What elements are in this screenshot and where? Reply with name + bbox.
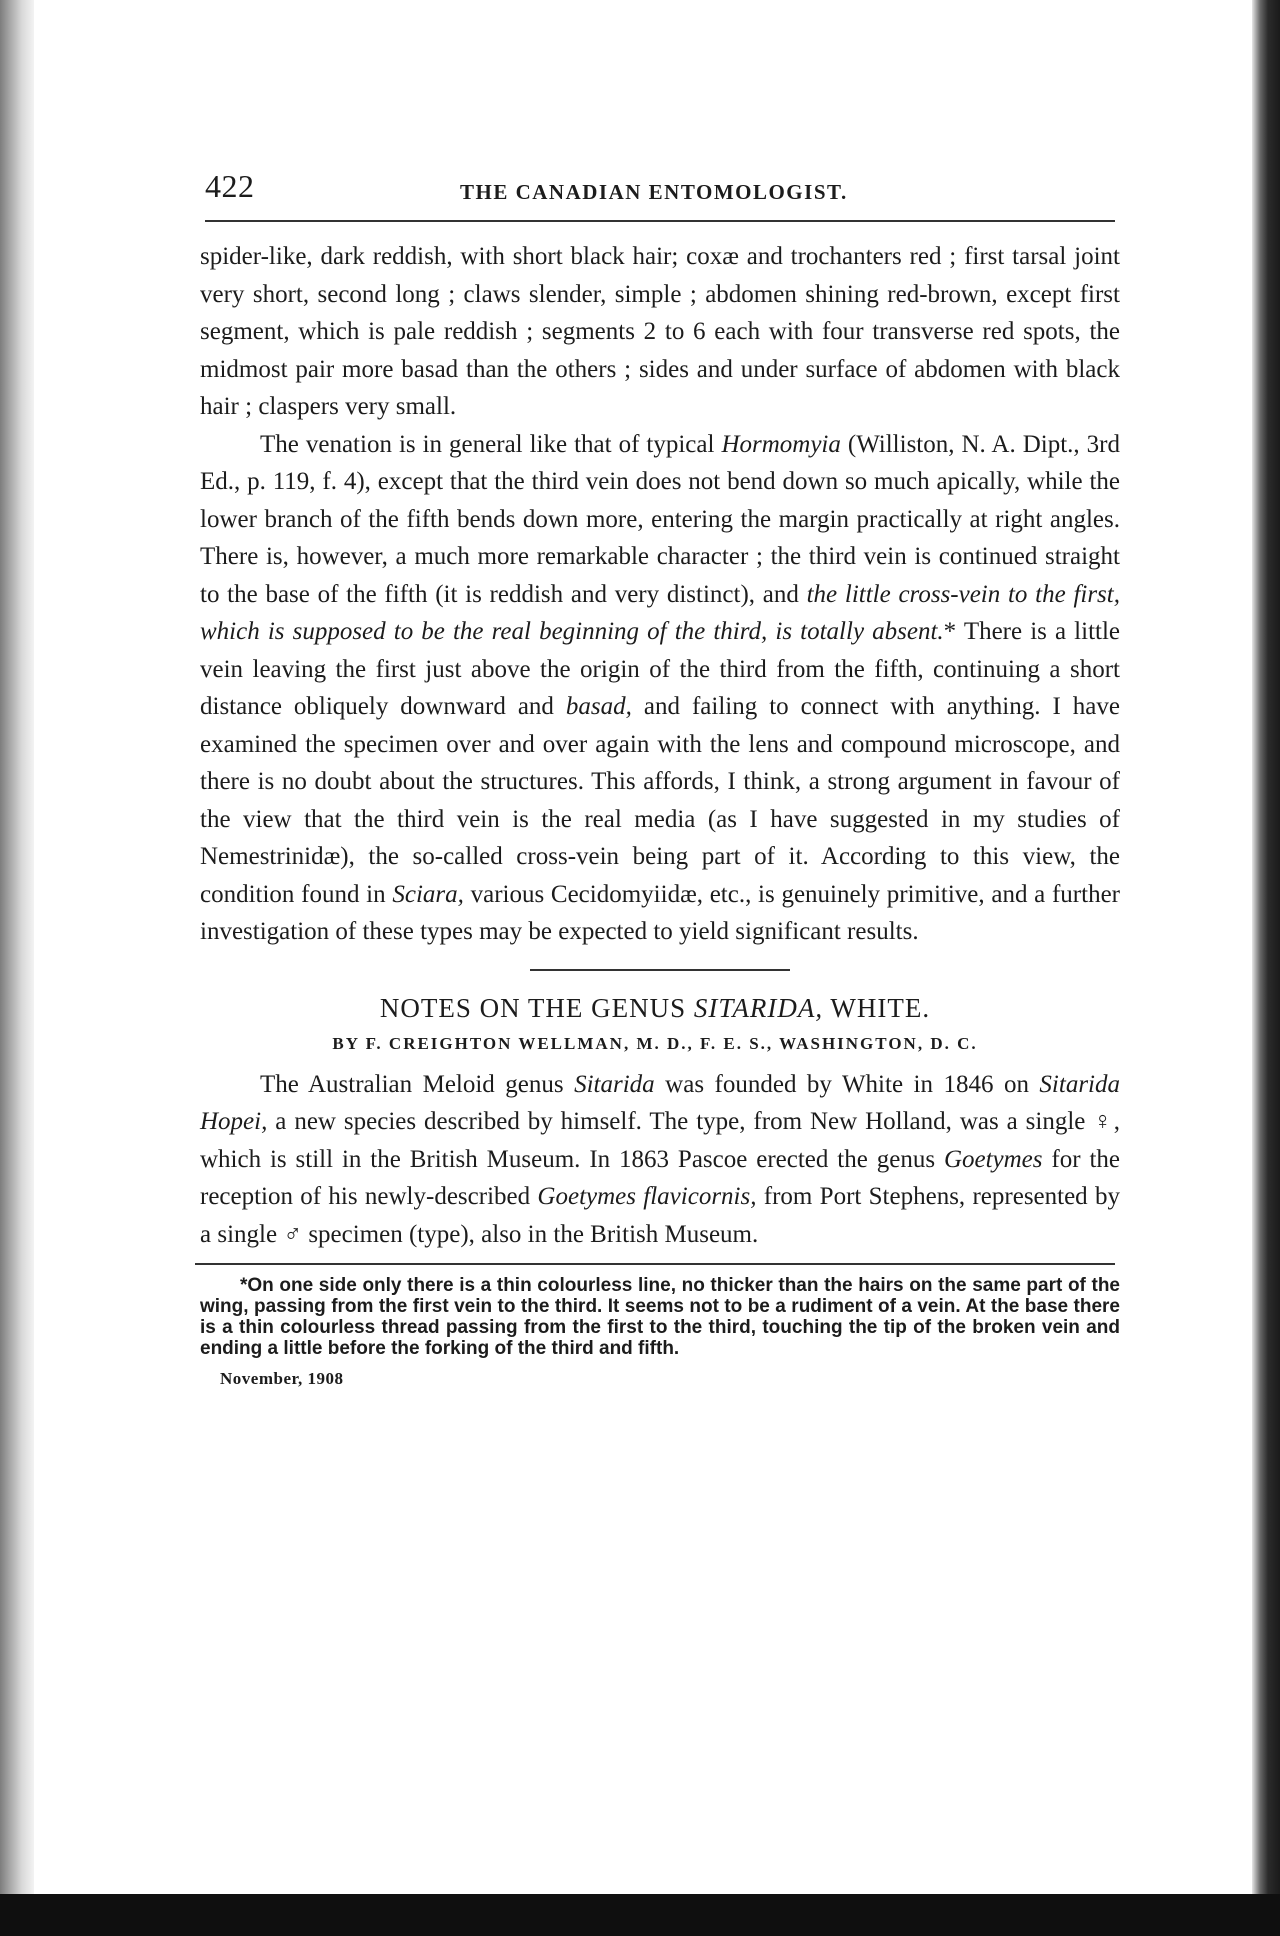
article-text-5: from Port Stephens, represented by a single ♂ specimen (type), also in the British Museum.: [200, 1183, 1120, 1248]
venation-paragraph: [200, 426, 1120, 951]
body-text: [190, 238, 1120, 951]
genus-sitarida: Sitarida: [574, 1070, 655, 1098]
venation-text-5: various Cecidomyiidæ, etc., is genuinely primitive, and a further investigation of these types may be expected to yield significant results.: [200, 880, 1120, 945]
article-body: [190, 1066, 1120, 1254]
article-title-prefix: NOTES ON THE GENUS: [379, 992, 694, 1023]
running-head: [190, 160, 1120, 210]
term-basad: basad,: [565, 693, 632, 720]
species-goetymes-flavicornis: Goetymes flavicornis,: [537, 1183, 757, 1210]
article-text-2: was founded by White in 1846 on: [654, 1070, 1040, 1098]
header-rule: [205, 220, 1115, 222]
venation-text-4: and failing to connect with anything. I have examined the specimen over and over again with the lens and compound microscope, and there is no doubt about the structures. This affords, I think, a strong argument in favour of the view that the third vein is the real media (as I have suggested in my studies of Nemestrinidæ), the so-called cross-vein being part of it. According to this view, the condition found in: [200, 693, 1120, 908]
venation-text-1: The venation is in general like that of typical: [260, 430, 722, 458]
scan-right-edge: [1252, 0, 1280, 1936]
genus-hormomyia: Hormomyia: [721, 430, 841, 458]
issue-date: November, 1908: [220, 1369, 344, 1388]
footnote: [190, 1275, 1120, 1359]
article-title-suffix: WHITE.: [823, 992, 931, 1023]
genus-goetymes: Goetymes: [943, 1145, 1043, 1173]
article-text-3: a new species described by himself. The type, from New Holland, was a single ♀, which is still in the British Museum. In 1863 Pascoe erected the genus: [200, 1108, 1120, 1173]
footnote-text: *On one side only there is a thin colourless line, no thicker than the hairs on the same part of the wing, passing from the first vein to the third. It seems not to be a rudiment of a vein. At the base there is a thin colourless thread passing from the first to the third, touching the tip of the broken vein and ending a little before the forking of the third and fifth.: [200, 1275, 1120, 1359]
scan-bottom-edge: [0, 1894, 1280, 1936]
venation-text-3: * There is a little vein leaving the first just above the origin of the third from the fifth, continuing a short distance obliquely downward and: [200, 618, 1121, 720]
footnote-rule: [195, 1263, 1115, 1265]
section-divider: [530, 969, 790, 971]
continuation-paragraph: spider-like, dark reddish, with short black hair; coxæ and trochanters red ; first tarsal joint very short, second long ; claws slender, simple ; abdomen shining red-brown, except first segment, which is pale reddish ; segments 2 to 6 each with four transverse red spots, the midmost pair more basad than the others ; sides and under surface of abdomen with black hair ; claspers very small.: [200, 243, 1120, 420]
species-sitarida-hopei: Sitarida Hopei,: [200, 1070, 1120, 1135]
article-title-genus: SITARIDA,: [693, 992, 824, 1023]
article-byline: BY F. CREIGHTON WELLMAN, M. D., F. E. S., WASHINGTON, D. C.: [332, 1033, 978, 1053]
page-number: 422: [205, 168, 255, 204]
scan-left-edge: [0, 0, 34, 1936]
article-text-4: for the reception of his newly-described: [200, 1145, 1120, 1210]
article-paragraph: [200, 1066, 1120, 1254]
article-text-1: The Australian Meloid genus: [260, 1070, 575, 1098]
article-title: [190, 993, 1120, 1024]
book-page: [190, 160, 1120, 1389]
genus-sciara: Sciara,: [392, 880, 464, 908]
venation-emphasis: the little cross-vein to the first, which is supposed to be the real beginning of the third, is totally absent.: [200, 580, 1120, 645]
journal-title: THE CANADIAN ENTOMOLOGIST.: [460, 180, 848, 204]
venation-text-2: (Williston, N. A. Dipt., 3rd Ed., p. 119, f. 4), except that the third vein does not bend down so much apically, while the lower branch of the fifth bends down more, entering the margin practically at right angles. There is, however, a much more remarkable character ; the third vein is continued straight to the base of the fifth (it is reddish and very distinct), and: [200, 430, 1120, 608]
